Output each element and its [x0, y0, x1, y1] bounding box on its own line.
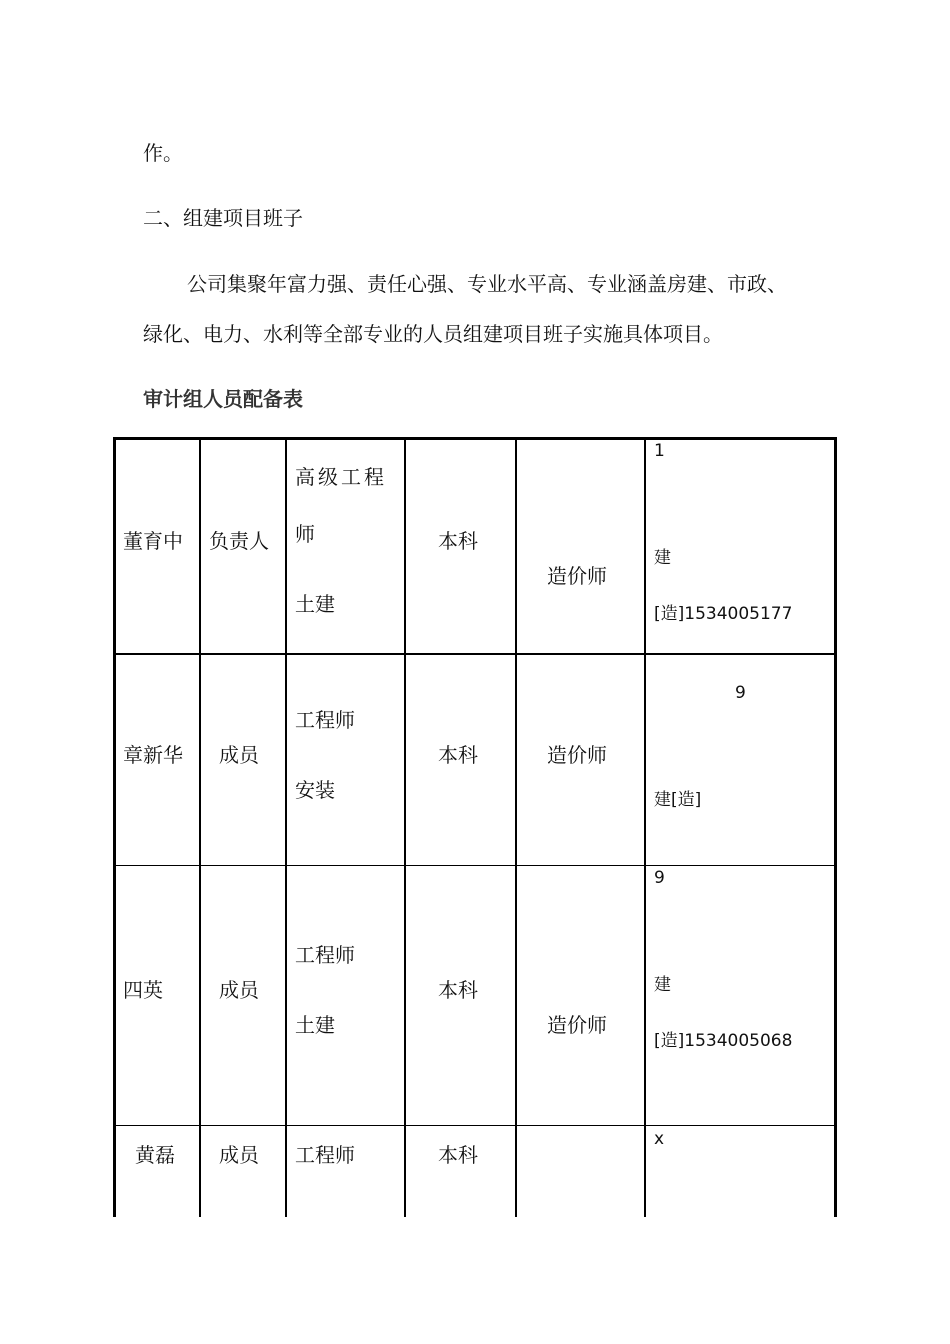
specialty-cell-line: 土建: [295, 592, 335, 616]
section-title: 二、组建项目班子: [143, 206, 303, 230]
staff-table: [113, 437, 837, 1217]
name-cell: 章新华: [123, 743, 183, 767]
name-cell: 黄磊: [135, 1143, 175, 1167]
cert-cell-line: 建[造]: [654, 790, 702, 810]
role-cell: 成员: [219, 978, 259, 1002]
table-border: [113, 437, 837, 440]
table-border: [113, 865, 837, 866]
cert-cell-line: 9: [654, 868, 665, 888]
qualification-cell: 造价师: [547, 564, 607, 588]
qualification-cell: 造价师: [547, 743, 607, 767]
specialty-cell-line: 安装: [295, 778, 335, 802]
name-cell: 董育中: [123, 529, 183, 553]
table-border: [404, 437, 406, 1217]
degree-cell: 本科: [438, 529, 478, 553]
title-cell-line: 工程师: [295, 1143, 355, 1167]
specialty-cell-line: 土建: [295, 1013, 335, 1037]
cert-cell-line: 建: [654, 975, 671, 995]
title-cell-line: 师: [295, 522, 315, 546]
qualification-cell: 造价师: [547, 1013, 607, 1037]
cert-cell-line: 建: [654, 548, 671, 568]
table-border: [285, 437, 287, 1217]
degree-cell: 本科: [438, 1143, 478, 1167]
table-border: [113, 653, 837, 655]
table-title: 审计组人员配备表: [143, 387, 303, 411]
degree-cell: 本科: [438, 978, 478, 1002]
name-cell: 四英: [123, 978, 163, 1002]
cert-cell-line: [造]1534005177: [654, 604, 793, 624]
title-cell-line: 工程师: [295, 708, 355, 732]
table-border: [834, 437, 837, 1217]
degree-cell: 本科: [438, 743, 478, 767]
cert-cell-line: x: [654, 1129, 665, 1149]
cert-cell-line: 1: [654, 441, 665, 461]
table-border: [644, 437, 646, 1217]
title-cell-line: 高级工程: [295, 465, 387, 489]
cert-cell-line: [造]1534005068: [654, 1031, 793, 1051]
title-cell-line: 工程师: [295, 943, 355, 967]
role-cell: 成员: [219, 1143, 259, 1167]
table-border: [199, 437, 201, 1217]
table-border: [515, 437, 517, 1217]
table-border: [113, 1125, 837, 1126]
paragraph-line: 公司集聚年富力强、责任心强、专业水平高、专业涵盖房建、市政、: [187, 272, 787, 296]
role-cell: 负责人: [209, 529, 269, 553]
table-border: [113, 437, 116, 1217]
cert-cell-line: 9: [735, 683, 746, 703]
paragraph-line: 绿化、电力、水利等全部专业的人员组建项目班子实施具体项目。: [143, 322, 723, 346]
role-cell: 成员: [219, 743, 259, 767]
body-text-fragment: 作。: [143, 141, 183, 165]
